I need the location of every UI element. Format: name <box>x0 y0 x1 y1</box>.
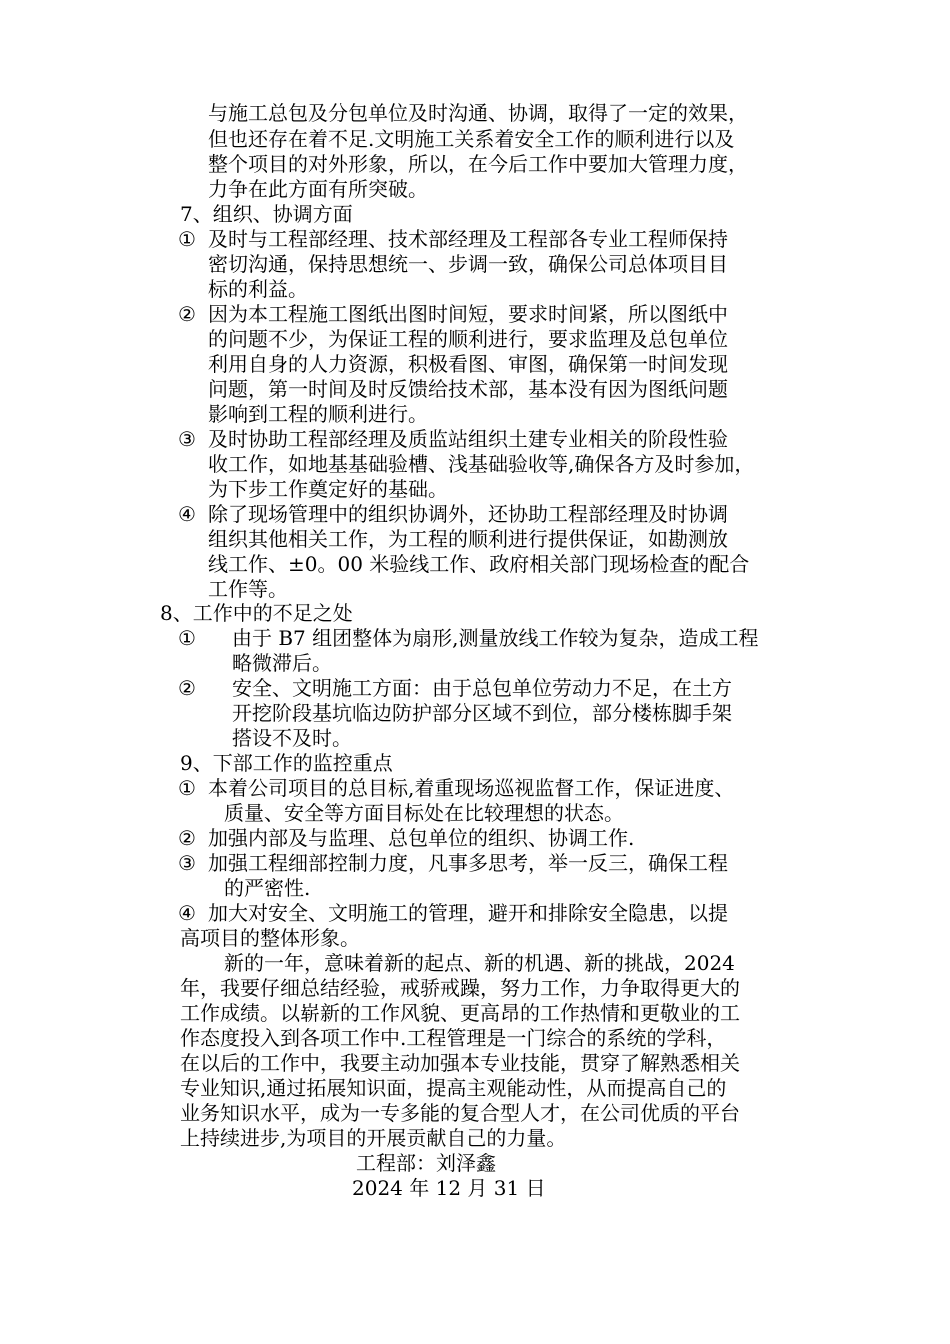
signature-department: 工程部：刘泽鑫 <box>356 1151 496 1175</box>
list-item-line: 问题，第一时间及时反馈给技术部，基本没有因为图纸问题 <box>208 377 728 401</box>
list-item-line: 略微滞后。 <box>232 651 332 675</box>
list-marker: ③ <box>178 427 196 451</box>
list-item-line: 利用自身的人力资源，积极看图、审图，确保第一时间发现 <box>208 352 728 376</box>
list-item-line: 加大对安全、文明施工的管理，避开和排除安全隐患，以提 <box>208 901 728 925</box>
closing-line: 作态度投入到各项工作中.工程管理是一门综合的系统的学科， <box>180 1026 727 1050</box>
list-marker: ① <box>178 776 196 800</box>
closing-line: 上持续进步,为项目的开展贡献自己的力量。 <box>180 1126 567 1150</box>
list-item-line: 密切沟通，保持思想统一、步调一致，确保公司总体项目目 <box>208 252 728 276</box>
list-item-line: 由于 B7 组团整体为扇形,测量放线工作较为复杂，造成工程 <box>232 626 759 650</box>
list-item-line: 因为本工程施工图纸出图时间短，要求时间紧，所以图纸中 <box>208 302 728 326</box>
list-item-line: 加强工程细部控制力度，凡事多思考，举一反三，确保工程 <box>208 851 728 875</box>
list-item-line: 加强内部及与监理、总包单位的组织、协调工作. <box>208 826 635 850</box>
list-marker: ② <box>178 676 196 700</box>
section-7-heading: 7、组织、协调方面 <box>180 202 353 226</box>
list-item-line: 除了现场管理中的组织协调外，还协助工程部经理及时协调 <box>208 502 728 526</box>
list-marker: ② <box>178 302 196 326</box>
list-item-line: 本着公司项目的总目标,着重现场巡视监督工作，保证进度、 <box>208 776 735 800</box>
signature-date: 2024 年 12 月 31 日 <box>352 1176 546 1200</box>
list-marker: ① <box>178 227 196 251</box>
list-item-line: 及时与工程部经理、技术部经理及工程部各专业工程师保持 <box>208 227 728 251</box>
closing-line: 业务知识水平，成为一专多能的复合型人才，在公司优质的平台 <box>180 1101 740 1125</box>
section-8-heading: 8、工作中的不足之处 <box>160 601 353 625</box>
intro-line: 力争在此方面有所突破。 <box>208 177 428 201</box>
list-item-line: 及时协助工程部经理及质监站组织土建专业相关的阶段性验 <box>208 427 728 451</box>
list-item-line: 工作等。 <box>208 577 288 601</box>
list-item-line: 线工作、±0。00 米验线工作、政府相关部门现场检查的配合 <box>208 552 750 576</box>
closing-line: 新的一年，意味着新的起点、新的机遇、新的挑战，2024 <box>224 951 735 975</box>
intro-line: 但也还存在着不足.文明施工关系着安全工作的顺利进行以及 <box>208 127 735 151</box>
list-item-line: 收工作，如地基基础验槽、浅基础验收等,确保各方及时参加， <box>208 452 755 476</box>
list-marker: ② <box>178 826 196 850</box>
list-item-line: 影响到工程的顺利进行。 <box>208 402 428 426</box>
list-item-line: 标的利益。 <box>208 277 308 301</box>
list-marker: ④ <box>178 901 196 925</box>
list-item-line: 的问题不少，为保证工程的顺利进行，要求监理及总包单位 <box>208 327 728 351</box>
list-item-line: 组织其他相关工作，为工程的顺利进行提供保证，如勘测放 <box>208 527 728 551</box>
list-item-line: 高项目的整体形象。 <box>180 926 360 950</box>
section-9-heading: 9、下部工作的监控重点 <box>180 751 393 775</box>
closing-line: 年，我要仔细总结经验，戒骄戒躁，努力工作，力争取得更大的 <box>180 976 740 1000</box>
list-item-line: 搭设不及时。 <box>232 726 352 750</box>
list-item-line: 的严密性. <box>224 876 311 900</box>
closing-line: 在以后的工作中，我要主动加强本专业技能，贯穿了解熟悉相关 <box>180 1051 740 1075</box>
list-marker: ④ <box>178 502 196 526</box>
intro-line: 整个项目的对外形象，所以，在今后工作中要加大管理力度， <box>208 152 748 176</box>
closing-line: 专业知识,通过拓展知识面，提高主观能动性，从而提高自己的 <box>180 1076 727 1100</box>
list-item-line: 质量、安全等方面目标处在比较理想的状态。 <box>224 801 624 825</box>
list-marker: ① <box>178 626 196 650</box>
list-item-line: 安全、文明施工方面：由于总包单位劳动力不足，在土方 <box>232 676 732 700</box>
intro-line: 与施工总包及分包单位及时沟通、协调，取得了一定的效果， <box>208 101 748 125</box>
list-marker: ③ <box>178 851 196 875</box>
list-item-line: 开挖阶段基坑临边防护部分区域不到位，部分楼栋脚手架 <box>232 701 732 725</box>
closing-line: 工作成绩。以崭新的工作风貌、更高昂的工作热情和更敬业的工 <box>180 1001 740 1025</box>
list-item-line: 为下步工作奠定好的基础。 <box>208 477 448 501</box>
